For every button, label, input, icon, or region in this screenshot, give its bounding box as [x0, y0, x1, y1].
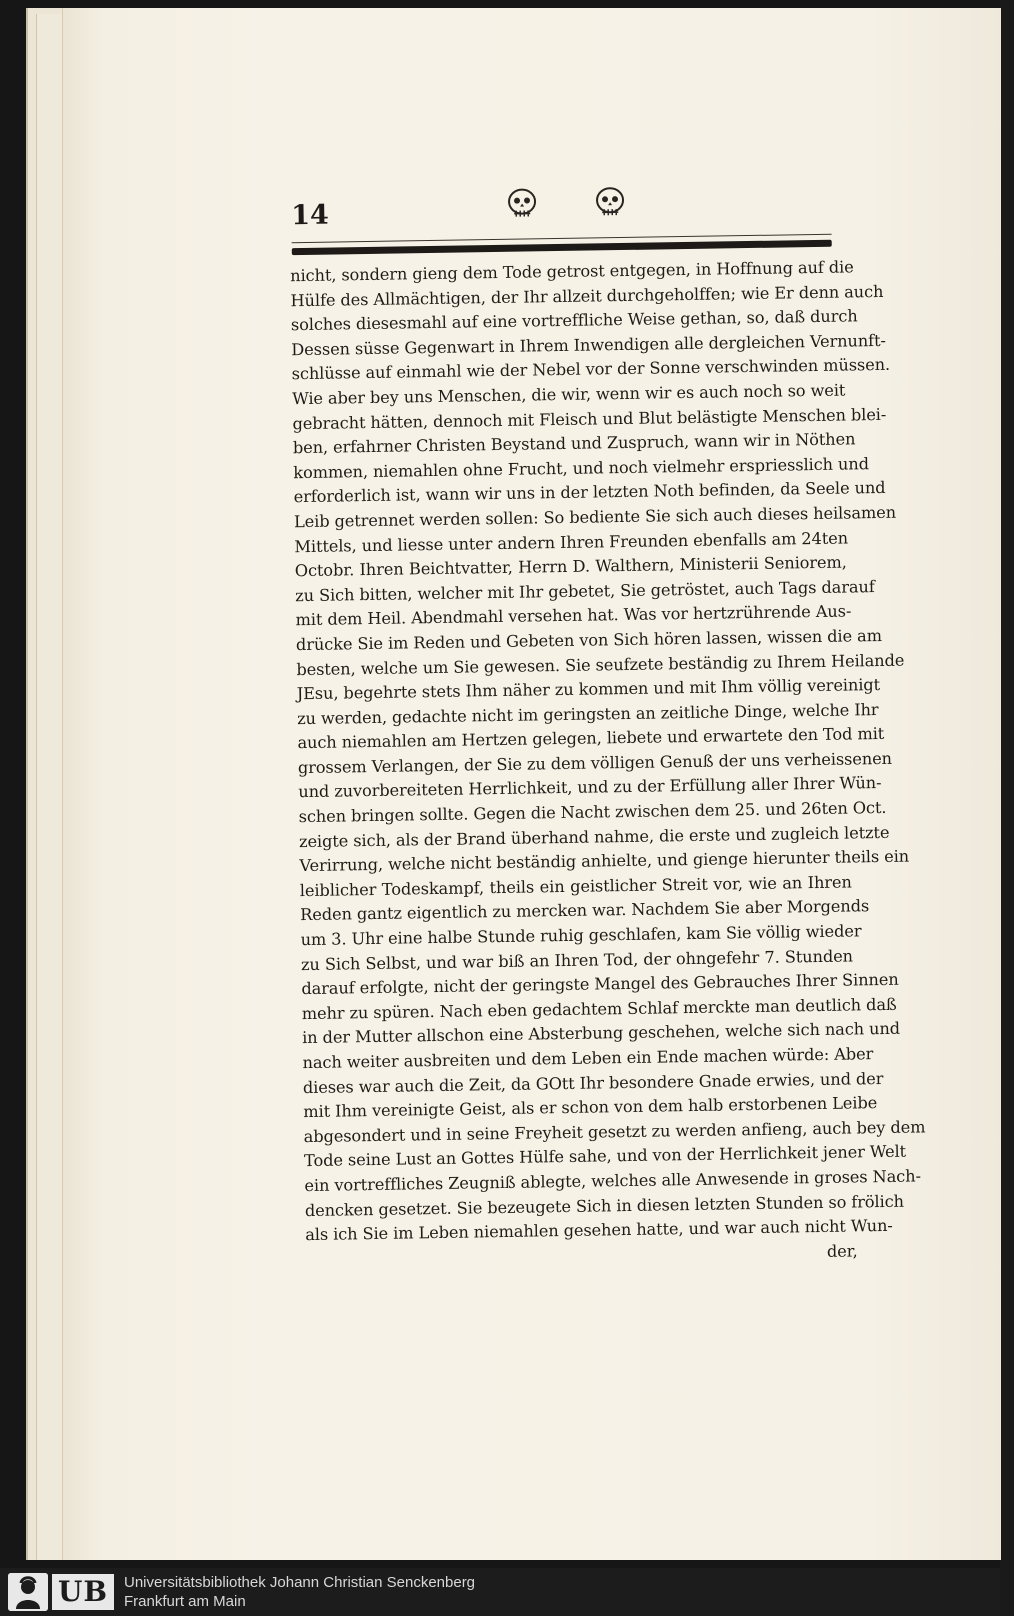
- text-line: solches diesesmahl auf eine vortreffliche Weise gethan, so, daß durch: [290, 306, 858, 335]
- text-line: grossem Verlangen, der Sie zu dem völligen Genuß der uns verheissenen: [297, 748, 893, 778]
- text-line: dieses war auch die Zeit, da GOtt Ihr besondere Gnade erwies, und der: [302, 1068, 884, 1097]
- text-line: nicht, sondern gieng dem Tode getrost entgegen, in Hoffnung auf die: [290, 257, 854, 286]
- text-line: gebracht hätten, dennoch mit Fleisch und Blut belästigte Menschen blei-: [292, 404, 887, 433]
- text-line: Mittels, und liesse unter andern Ihren Freunden ebenfalls am 24ten: [294, 528, 849, 556]
- text-line: kommen, niemahlen ohne Frucht, und noch vielmehr erspriesslich und: [293, 453, 870, 482]
- senckenberg-portrait-icon[interactable]: [8, 1573, 48, 1611]
- text-line: als ich Sie im Leben niemahlen gesehen hatte, und war auch nicht Wun-: [305, 1216, 893, 1245]
- ub-logo[interactable]: UB: [52, 1574, 114, 1610]
- library-name[interactable]: [124, 1573, 475, 1611]
- body-text: [290, 256, 926, 1273]
- text-line: mit Ihm vereinigte Geist, als er schon von dem halb erstorbenen Leibe: [303, 1093, 878, 1122]
- text-line: ben, erfahrner Christen Beystand und Zuspruch, wann wir in Nöthen: [292, 429, 856, 458]
- text-line: besten, welche um Sie gewesen. Sie seufzete beständig zu Ihrem Heilande: [296, 650, 905, 679]
- text-line: Wie aber bey uns Menschen, die wir, wenn wir es auch noch so weit: [291, 380, 846, 409]
- text-line: leiblicher Todeskampf, theils ein geistlicher Streit vor, wie an Ihren: [299, 872, 852, 900]
- text-line: schen bringen sollte. Gegen die Nacht zwischen dem 25. und 26ten Oct.: [298, 797, 887, 827]
- header-rule: [292, 240, 832, 255]
- text-line: zu Sich bitten, welcher mit Ihr gebetet, Sie getröstet, auch Tags darauf: [295, 576, 875, 605]
- text-line: Tode seine Lust an Gottes Hülfe sahe, und von der Herrlichkeit jener Welt: [303, 1142, 907, 1171]
- text-line: darauf erfolgte, nicht der geringste Mangel des Gebrauches Ihrer Sinnen: [301, 969, 899, 999]
- text-line: Dessen süsse Gegenwart in Ihrem Inwendigen alle dergleichen Vernunft-: [291, 330, 886, 360]
- text-line: und zuvorbereiteten Herrlichkeit, und zu der Erfüllung aller Ihrer Wün-: [298, 773, 882, 802]
- text-line: um 3. Uhr eine halbe Stunde ruhig geschlafen, kam Sie völlig wieder: [300, 921, 862, 950]
- text-line: zu Sich Selbst, und war biß an Ihren Tod, der ohngefehr 7. Stunden: [300, 946, 854, 974]
- text-line: auch niemahlen am Hertzen gelegen, liebete und erwartete den Tod mit: [297, 724, 885, 753]
- page-content: [52, 1, 1014, 1568]
- page-number: 14: [290, 199, 330, 232]
- text-line: Octobr. Ihren Beichtvatter, Herrn D. Walthern, Ministerii Seniorem,: [294, 552, 847, 581]
- text-line: dencken gesetzet. Sie bezeugete Sich in diesen letzten Stunden so frölich: [304, 1191, 905, 1220]
- scanned-page: [62, 8, 1001, 1560]
- text-line: Leib getrennet werden sollen: So bediente Sie sich auch dieses heilsamen: [293, 502, 897, 532]
- text-line: drücke Sie im Reden und Gebeten von Sich hören lassen, wissen die am: [295, 625, 883, 655]
- text-line: schlüsse auf einmahl wie der Nebel vor der Sonne verschwinden müssen.: [291, 355, 891, 384]
- text-line: zeigte sich, als der Brand überhand nahme, die erste und zugleich letzte: [298, 822, 890, 851]
- text-line: Hülfe des Allmächtigen, der Ihr allzeit durchgeholffen; wie Er denn auch: [290, 281, 884, 310]
- text-line: ein vortreffliches Zeugniß ablegte, welches alle Anwesende in groses Nach-: [304, 1166, 921, 1196]
- skull-icon: [505, 186, 540, 221]
- library-footer: [0, 1568, 1000, 1616]
- text-line: nach weiter ausbreiten und dem Leben ein Ende machen würde: Aber: [302, 1044, 874, 1073]
- text-line: Reden gantz eigentlich zu mercken war. Nachdem Sie aber Morgends: [300, 896, 870, 925]
- text-line: JEsu, begehrte stets Ihm näher zu kommen und mit Ihm völlig vereinigt: [296, 675, 881, 704]
- text-line: zu werden, gedachte nicht im geringsten an zeitliche Dinge, welche Ihr: [296, 699, 879, 728]
- text-line: erforderlich ist, wann wir uns in der letzten Noth befinden, da Seele und: [293, 478, 886, 507]
- catchword: der,: [826, 1241, 858, 1261]
- skull-icon: [593, 185, 628, 220]
- text-line: mit dem Heil. Abendmahl versehen hat. Was vor hertzrührende Aus-: [295, 601, 852, 630]
- library-name-line2: Frankfurt am Main: [124, 1593, 246, 1610]
- library-name-line1: Universitätsbibliothek Johann Christian Senckenberg: [124, 1574, 476, 1591]
- text-line: abgesondert und in seine Freyheit gesetzt zu werden anfieng, auch bey dem: [303, 1117, 926, 1146]
- text-line: in der Mutter allschon eine Absterbung geschehen, welche sich nach und: [302, 1019, 901, 1048]
- text-line: Verirrung, welche nicht beständig anhielte, und gienge hierunter theils ein: [299, 846, 910, 876]
- text-line: mehr zu spüren. Nach eben gedachtem Schlaf merckte man deutlich daß: [301, 994, 897, 1023]
